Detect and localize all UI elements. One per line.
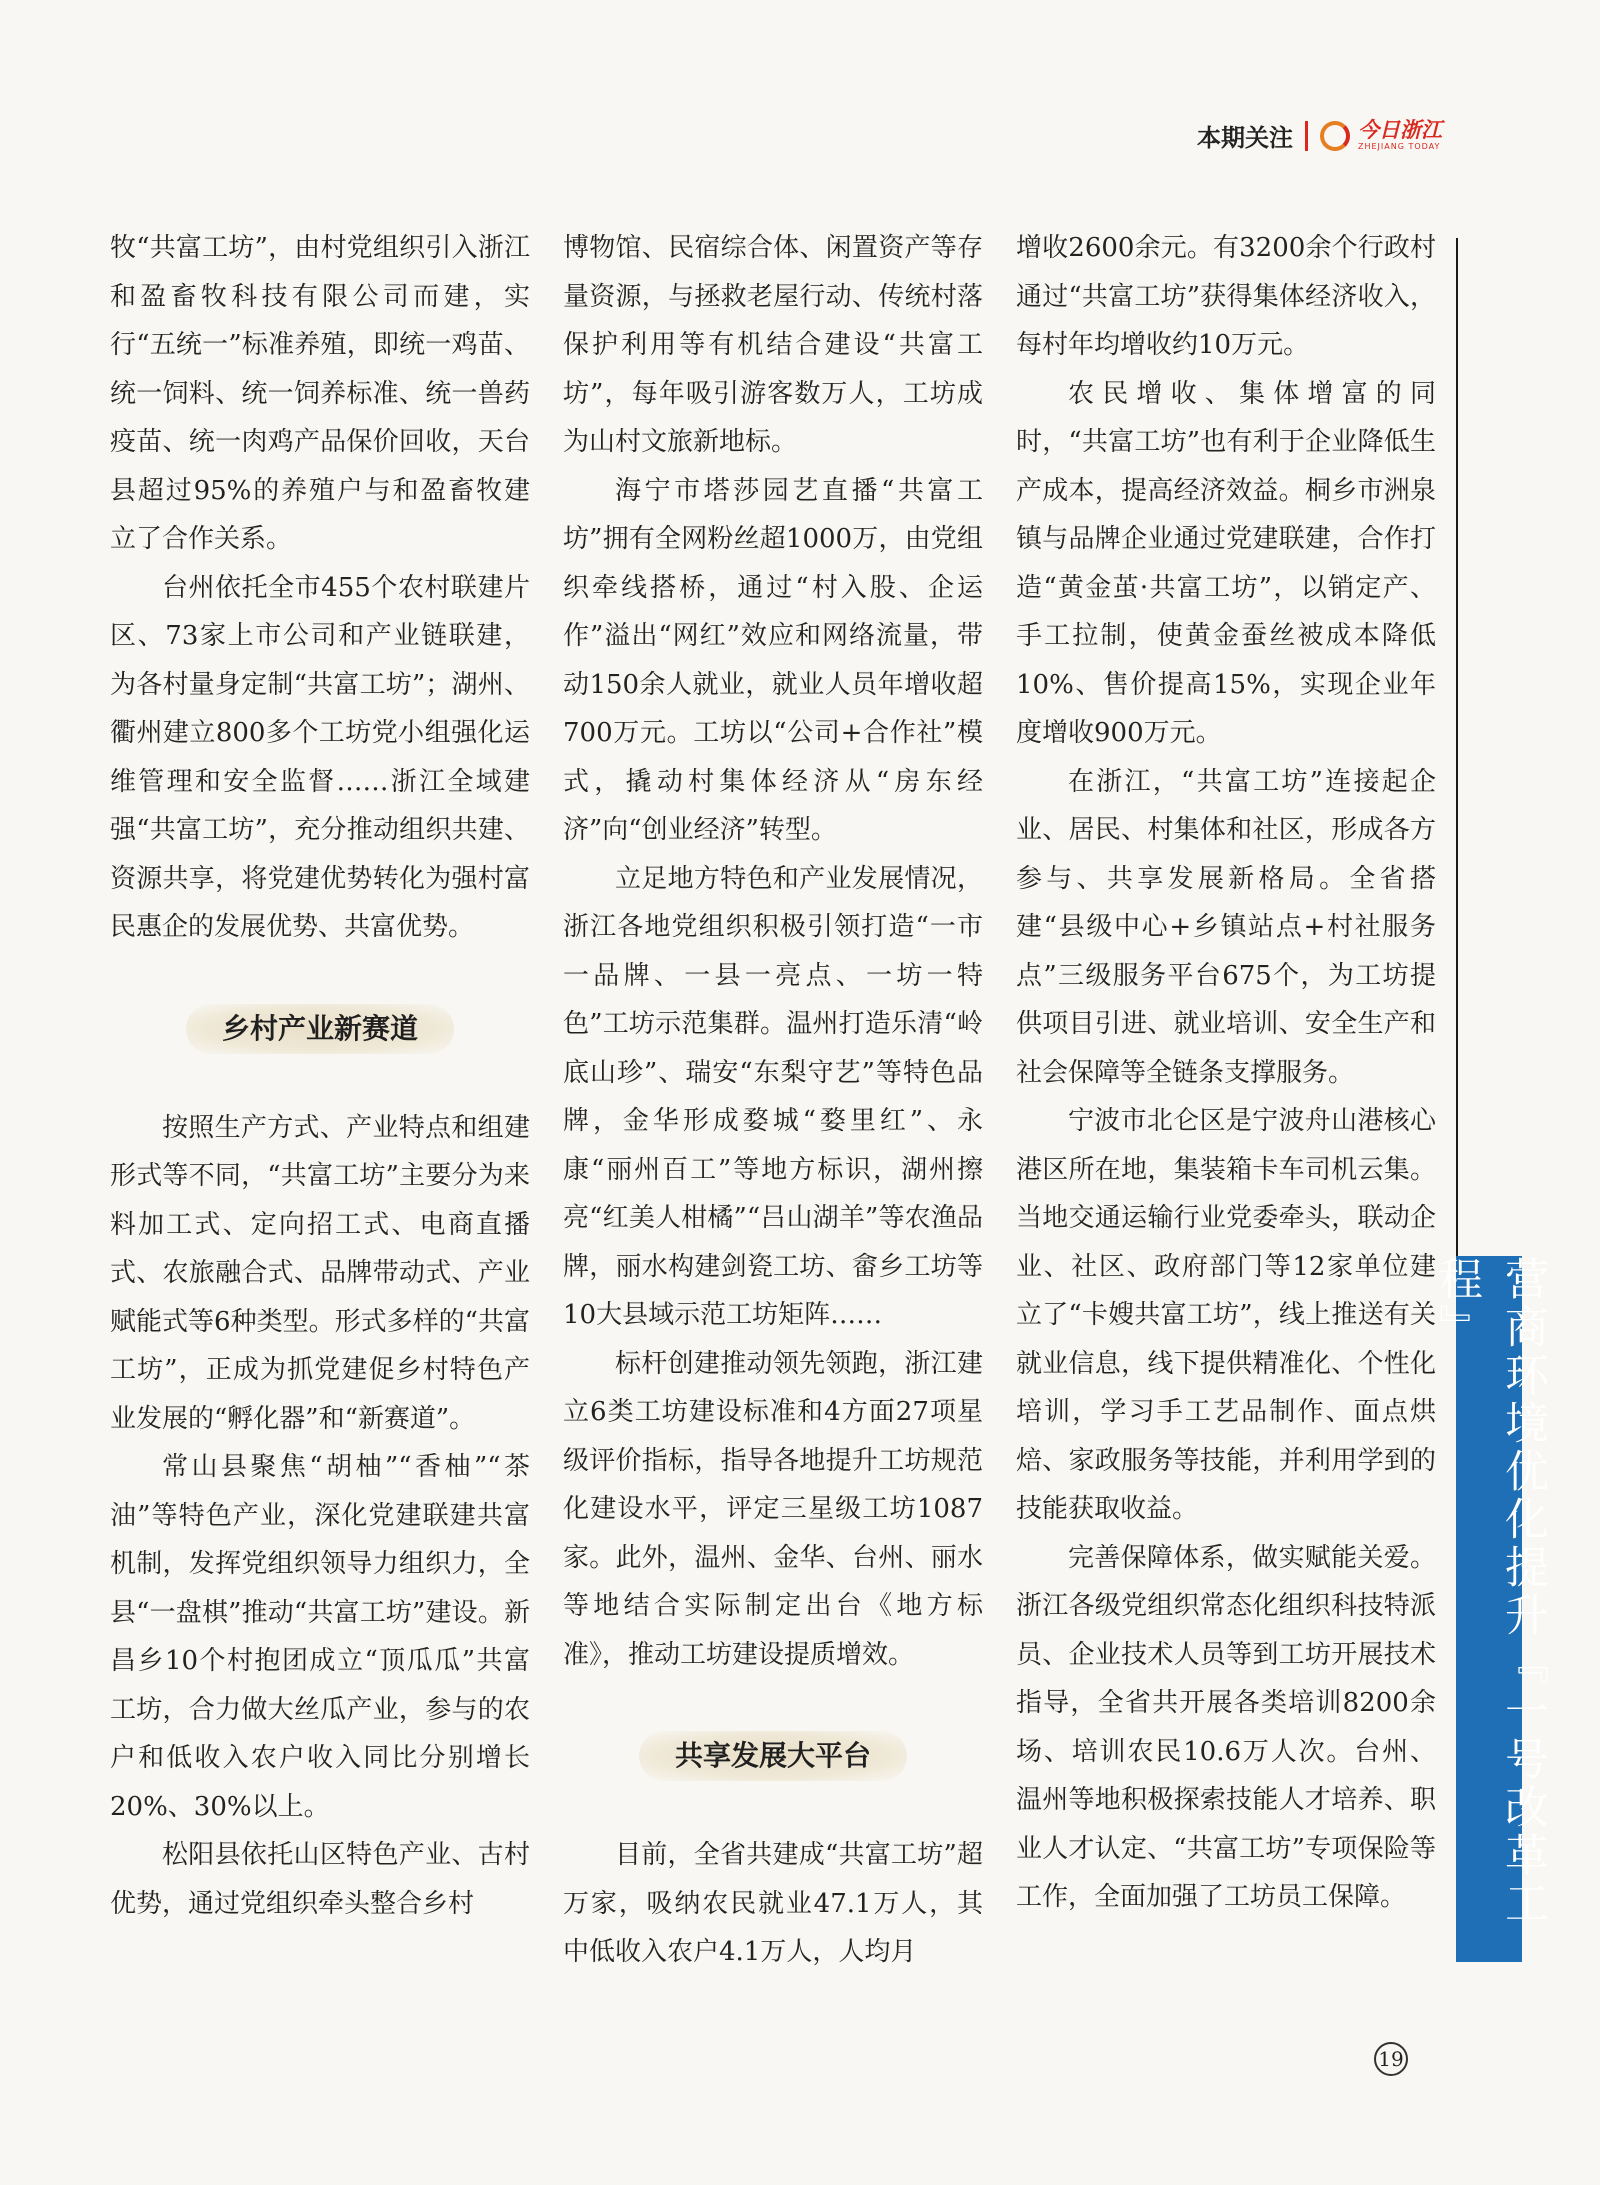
sidebar-title: 营商环境优化提升『一号改革工程』 — [1431, 1256, 1548, 1928]
paragraph: 牧“共富工坊”，由村党组织引入浙江和盈畜牧科技有限公司而建，实行“五统一”标准养殖，即统一鸡苗、统一饲料、统一饲养标准、统一兽药疫苗、统一肉鸡产品保价回收，天台县超过95%的养殖户与和盈畜牧建立了合作关系。 — [110, 233, 530, 554]
paragraph: 完善保障体系，做实赋能关爱。浙江各级党组织常态化组织科技特派员、企业技术人员等到工坊开展技术指导，全省共开展各类培训8200余场、培训农民10.6万人次。台州、温州等地积极探索技能人才培养、职业人才认定、“共富工坊”专项保险等工作，全面加强了工坊员工保障。 — [1016, 1542, 1436, 1912]
paragraph: 增收2600余元。有3200余个行政村通过“共富工坊”获得集体经济收入，每村年均增收约10万元。 — [1016, 233, 1436, 360]
logo-cn: 今日浙江 — [1358, 118, 1442, 142]
article-column-1 — [110, 224, 530, 1928]
section-heading-text: 乡村产业新赛道 — [186, 1004, 454, 1054]
paragraph: 立足地方特色和产业发展情况，浙江各地党组织积极引领打造“一市一品牌、一县一亮点、一坊一特色”工坊示范集群。温州打造乐清“岭底山珍”、瑞安“东梨守艺”等特色品牌，金华形成婺城“婺里红”、永康“丽州百工”等地方标识，湖州擦亮“红美人柑橘”“吕山湖羊”等农渔品牌，丽水构建剑瓷工坊、畲乡工坊等10大县域示范工坊矩阵…… — [563, 863, 983, 1330]
paragraph: 宁波市北仑区是宁波舟山港核心港区所在地，集装箱卡车司机云集。当地交通运输行业党委牵头，联动企业、社区、政府部门等12家单位建立了“卡嫂共富工坊”，线上推送有关就业信息，线下提供精准化、个性化培训，学习手工艺品制作、面点烘焙、家政服务等技能，并利用学到的技能获取收益。 — [1016, 1106, 1436, 1524]
paragraph: 常山县聚焦“胡柚”“香柚”“茶油”等特色产业，深化党建联建共富机制，发挥党组织领导力组织力，全县“一盘棋”推动“共富工坊”建设。新昌乡10个村抱团成立“顶瓜瓜”共富工坊，合力做大丝瓜产业，参与的农户和低收入农户收入同比分别增长20%、30%以上。 — [110, 1452, 530, 1822]
column-sidebar — [1431, 1256, 1548, 1962]
paragraph: 标杆创建推动领先领跑，浙江建立6类工坊建设标准和4方面27项星级评价指标，指导各地提升工坊规范化建设水平，评定三星级工坊1087家。此外，温州、金华、台州、丽水等地结合实际制定出台《地方标准》，推动工坊建设提质增效。 — [563, 1348, 983, 1670]
paragraph: 农民增收、集体增富的同时，“共富工坊”也有利于企业降低生产成本，提高经济效益。桐乡市洲泉镇与品牌企业通过党建联建，合作打造“黄金茧·共富工坊”，以销定产、手工拉制，使黄金蚕丝被成本降低10%、售价提高15%，实现企业年度增收900万元。 — [1016, 378, 1436, 748]
section-label: 本期关注 — [1197, 124, 1293, 152]
magazine-logo — [1320, 120, 1442, 151]
logo-text — [1358, 120, 1442, 151]
sidebar-rule — [1456, 238, 1458, 1256]
section-heading-text: 共享发展大平台 — [639, 1731, 907, 1781]
paragraph: 台州依托全市455个农村联建片区、73家上市公司和产业链联建，为各村量身定制“共富工坊”；湖州、衢州建立800多个工坊党小组强化运维管理和安全监督……浙江全域建强“共富工坊”，充分推动组织共建、资源共享，将党建优势转化为强村富民惠企的发展优势、共富优势。 — [110, 572, 530, 942]
article-column-2 — [563, 224, 983, 1977]
header-divider — [1305, 121, 1308, 151]
logo-en: ZHEJIANG TODAY — [1358, 142, 1441, 151]
article-column-3 — [1016, 224, 1436, 1922]
paragraph: 松阳县依托山区特色产业、古村优势，通过党组织牵头整合乡村 — [110, 1840, 530, 1919]
page-number: 19 — [1374, 2042, 1408, 2076]
paragraph: 目前，全省共建成“共富工坊”超万家，吸纳农民就业47.1万人，其中低收入农户4.1万人，人均月 — [563, 1840, 983, 1967]
paragraph: 博物馆、民宿综合体、闲置资产等存量资源，与拯救老屋行动、传统村落保护利用等有机结合建设“共富工坊”，每年吸引游客数万人，工坊成为山村文旅新地标。 — [563, 233, 983, 457]
section-heading — [563, 1725, 983, 1787]
page-header — [1197, 118, 1442, 153]
logo-swirl-icon — [1320, 121, 1350, 151]
section-heading — [110, 998, 530, 1060]
paragraph: 海宁市塔莎园艺直播“共富工坊”拥有全网粉丝超1000万，由党组织牵线搭桥，通过“村入股、企运作”溢出“网红”效应和网络流量，带动150余人就业，就业人员年增收超700万元。工坊以“公司+合作社”模式，撬动村集体经济从“房东经济”向“创业经济”转型。 — [563, 475, 983, 845]
paragraph: 按照生产方式、产业特点和组建形式等不同，“共富工坊”主要分为来料加工式、定向招工式、电商直播式、农旅融合式、品牌带动式、产业赋能式等6种类型。形式多样的“共富工坊”，正成为抓党建促乡村特色产业发展的“孵化器”和“新赛道”。 — [110, 1112, 530, 1434]
paragraph: 在浙江，“共富工坊”连接起企业、居民、村集体和社区，形成各方参与、共享发展新格局。全省搭建“县级中心+乡镇站点+村社服务点”三级服务平台675个，为工坊提供项目引进、就业培训、安全生产和社会保障等全链条支撑服务。 — [1016, 766, 1436, 1088]
